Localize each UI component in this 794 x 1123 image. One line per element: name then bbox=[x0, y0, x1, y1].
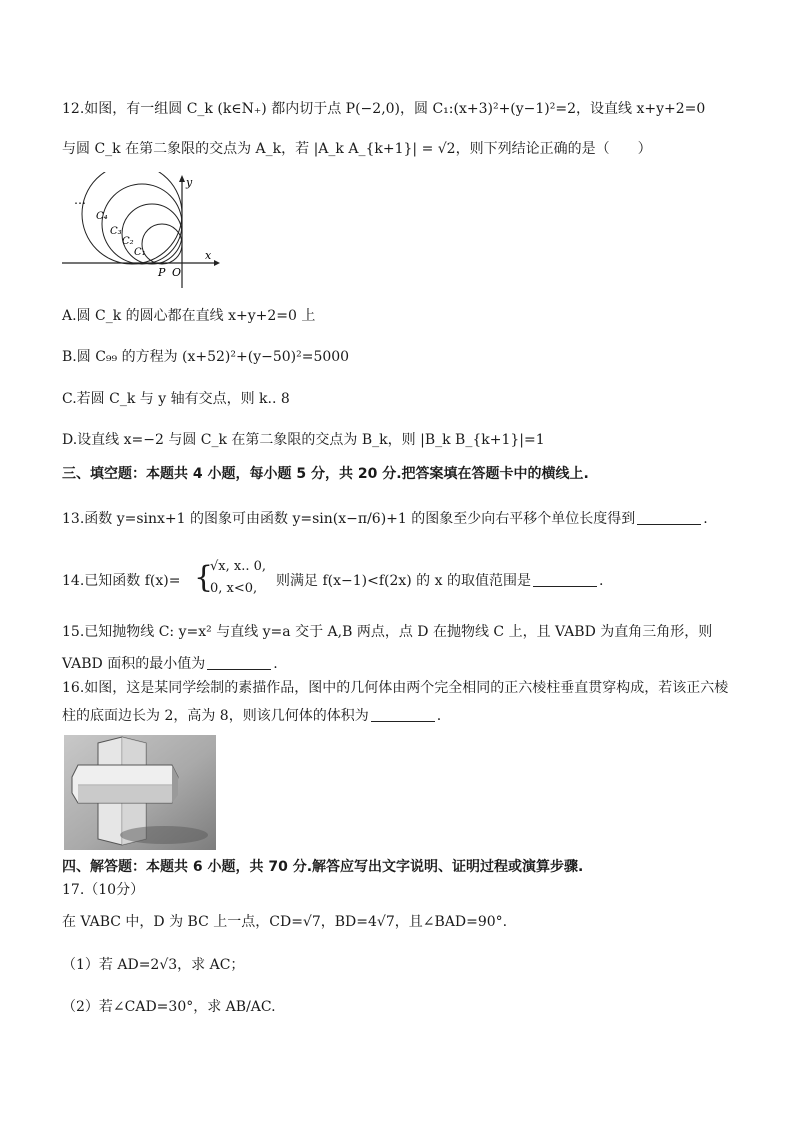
q15-line2-text: VABD 面积的最小值为 bbox=[62, 656, 206, 672]
q17-part2: （2）若∠CAD=30°，求 AB/AC. bbox=[62, 999, 276, 1015]
q15-end: . bbox=[273, 656, 278, 672]
q14-case1: √x, x.. 0, bbox=[210, 559, 267, 574]
q14-case2: 0, x<0, bbox=[210, 581, 258, 596]
q12-line2: 与圆 C_k 在第二象限的交点为 A_k，若 |A_k A_{k+1}| = √2，则下列结论正确的是（ ） bbox=[62, 141, 652, 157]
x-axis-label: x bbox=[205, 249, 212, 262]
y-axis-arrow-icon bbox=[179, 175, 185, 182]
circle-c1 bbox=[142, 224, 182, 264]
section-3-heading: 三、填空题：本题共 4 小题，每小题 5 分，共 20 分.把答案填在答题卡中的横线上. bbox=[62, 466, 589, 482]
q12-option-d: D.设直线 x=−2 与圆 C_k 在第二象限的交点为 B_k，则 |B_k B_{k+1}|=1 bbox=[62, 432, 545, 448]
q17-part1: （1）若 AD=2√3，求 AC； bbox=[62, 957, 245, 973]
q13 bbox=[62, 508, 762, 530]
x-axis-arrow-icon bbox=[214, 260, 220, 266]
q14 bbox=[62, 556, 762, 606]
label-c4: C₄ bbox=[96, 211, 108, 222]
q13-end: . bbox=[703, 511, 708, 527]
label-c3: C₃ bbox=[110, 226, 122, 237]
q16-end: . bbox=[436, 708, 442, 724]
q15-line1: 15.已知抛物线 C: y=x² 与直线 y=a 交于 A,B 两点，点 D 在抛物线 C 上，且 VABD 为直角三角形，则 bbox=[62, 624, 713, 640]
q12-option-b: B.圆 C₉₉ 的方程为 (x+52)²+(y−50)²=5000 bbox=[62, 349, 350, 365]
q17-stem: 在 VABC 中，D 为 BC 上一点，CD=√7，BD=4√7，且∠BAD=90°. bbox=[62, 914, 508, 930]
dots-label: … bbox=[74, 193, 86, 207]
circle-c2 bbox=[122, 204, 182, 264]
q16-answer-blank[interactable] bbox=[371, 707, 435, 722]
q12-line1: 12.如图，有一组圆 C_k (k∈N₊) 都内切于点 P(−2,0)，圆 C₁:(x+3)²+(y−1)²=2，设直线 x+y+2=0 bbox=[62, 101, 706, 117]
q12-option-c: C.若圆 C_k 与 y 轴有交点，则 k.. 8 bbox=[62, 391, 290, 407]
q14-answer-blank[interactable] bbox=[533, 572, 597, 587]
q14-prefix: 14.已知函数 f(x)= bbox=[62, 573, 181, 589]
q13-text: 13.函数 y=sinx+1 的图象可由函数 y=sin(x−π/6)+1 的图象至少向右平移个单位长度得到 bbox=[62, 511, 636, 527]
q14-brace: { bbox=[194, 560, 214, 595]
q14-end: . bbox=[598, 573, 604, 589]
q17-head: 17.（10分） bbox=[62, 882, 145, 898]
point-p-label: P bbox=[158, 266, 166, 279]
q14-suffix-wrap bbox=[276, 570, 603, 592]
y-axis-label: y bbox=[186, 176, 193, 189]
section-4-heading: 四、解答题：本题共 6 小题，共 70 分.解答应写出文字说明、证明过程或演算步骤. bbox=[62, 859, 584, 875]
q16-line1: 16.如图，这是某同学绘制的素描作品，图中的几何体由两个完全相同的正六棱柱垂直贯穿构成，若该正六棱 bbox=[62, 680, 729, 696]
q16-line2-text: 柱的底面边长为 2，高为 8，则该几何体的体积为 bbox=[62, 708, 369, 724]
label-c2: C₂ bbox=[122, 236, 134, 247]
q16-sketch-image bbox=[64, 735, 216, 850]
q15-answer-blank[interactable] bbox=[207, 655, 271, 670]
q15-line2 bbox=[62, 653, 762, 675]
origin-label: O bbox=[172, 266, 182, 279]
label-c1: C₁ bbox=[134, 247, 146, 258]
q12-option-a: A.圆 C_k 的圆心都在直线 x+y+2=0 上 bbox=[62, 308, 316, 324]
q13-answer-blank[interactable] bbox=[637, 510, 701, 525]
q16-line2 bbox=[62, 705, 762, 727]
q12-circles-figure bbox=[60, 172, 220, 292]
q14-suffix: 则满足 f(x−1)<f(2x) 的 x 的取值范围是 bbox=[276, 573, 531, 589]
